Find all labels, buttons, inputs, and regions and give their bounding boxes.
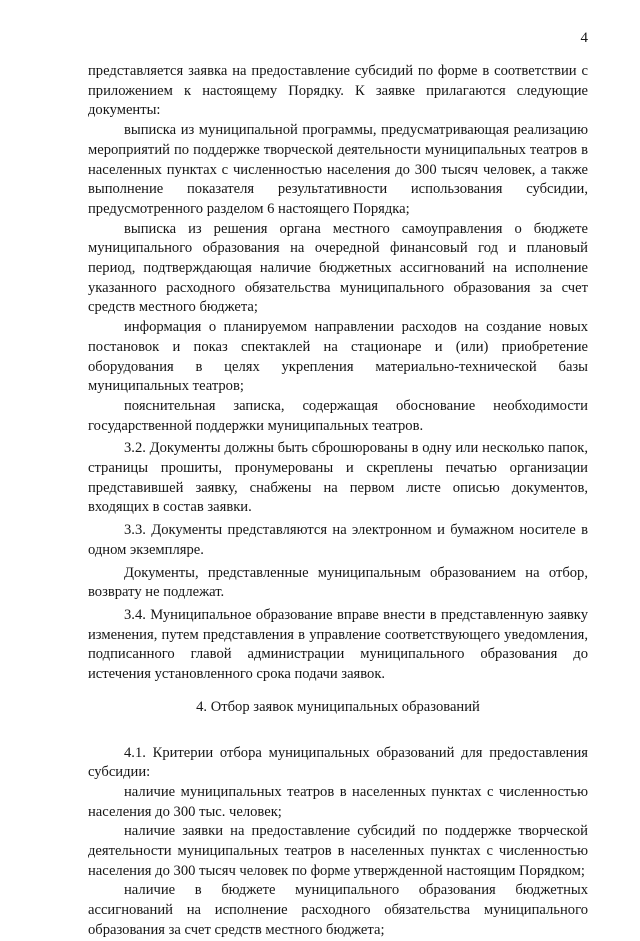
section-heading-4: 4. Отбор заявок муниципальных образований [196, 698, 480, 715]
criterion-budget: наличие в бюджете муниципального образования бюджетных ассигнований на исполнение расходного обязательства муниципального образования за счет средств местного бюджета; [88, 882, 588, 938]
criterion-application: наличие заявки на предоставление субсидий по поддержке творческой деятельности муниципальных театров в населенных пунктах с численностью населения до 300 тысяч человек по форме утвержденной настоящим Порядком; [88, 823, 588, 879]
paragraph-no-return: Документы, представленные муниципальным образованием на отбор, возврату не подлежат. [88, 564, 588, 601]
document-body [88, 62, 588, 941]
paragraph-expense-info: информация о планируемом направлении расходов на создание новых постановок и показ спектаклей на стационаре и (или) приобретение оборудования в целях укрепления материально-технической базы муниципальных театров; [88, 319, 588, 395]
criterion-theatres: наличие муниципальных театров в населенных пунктах с численностью населения до 300 тыс. человек; [88, 783, 588, 820]
paragraph-intro: представляется заявка на предоставление субсидий по форме в соответствии с приложением к настоящему Порядку. К заявке прилагаются следующие документы: [88, 63, 588, 119]
paragraph-3-4: 3.4. Муниципальное образование вправе внести в представленную заявку изменения, путем представления в управление соответствующего уведомления, подписанного главой администрации муниципального образования до истечения установленного срока подачи заявок. [88, 606, 588, 683]
paragraph-explanatory-note: пояснительная записка, содержащая обоснование необходимости государственной поддержки муниципальных театров. [88, 397, 588, 434]
paragraph-program-extract: выписка из муниципальной программы, предусматривающая реализацию мероприятий по поддержке творческой деятельности муниципальных театров в населенных пунктах с численностью населения до 300 тысяч человек, а также выполнение показателя результативности использования субсидии, предусмотренного разделом 6 настоящего Порядка; [88, 122, 588, 217]
page-number: 4 [580, 30, 588, 46]
paragraph-3-2: 3.2. Документы должны быть сброшюрованы в одну или несколько папок, страницы прошиты, пронумерованы и скреплены печатью организации представившей заявку, снабжены на первом листе описью документов, входящих в состав заявки. [88, 440, 588, 516]
paragraph-budget-extract: выписка из решения органа местного самоуправления о бюджете муниципального образования на очередной финансовый год и плановый период, подтверждающая наличие бюджетных ассигнований на исполнение указанного расходного обязательства муниципального образования за счет средств местного бюджета; [88, 220, 588, 316]
paragraph-3-3: 3.3. Документы представляются на электронном и бумажном носителе в одном экземпляре. [88, 522, 588, 558]
paragraph-4-1: 4.1. Критерии отбора муниципальных образований для предоставления субсидии: [88, 744, 588, 781]
